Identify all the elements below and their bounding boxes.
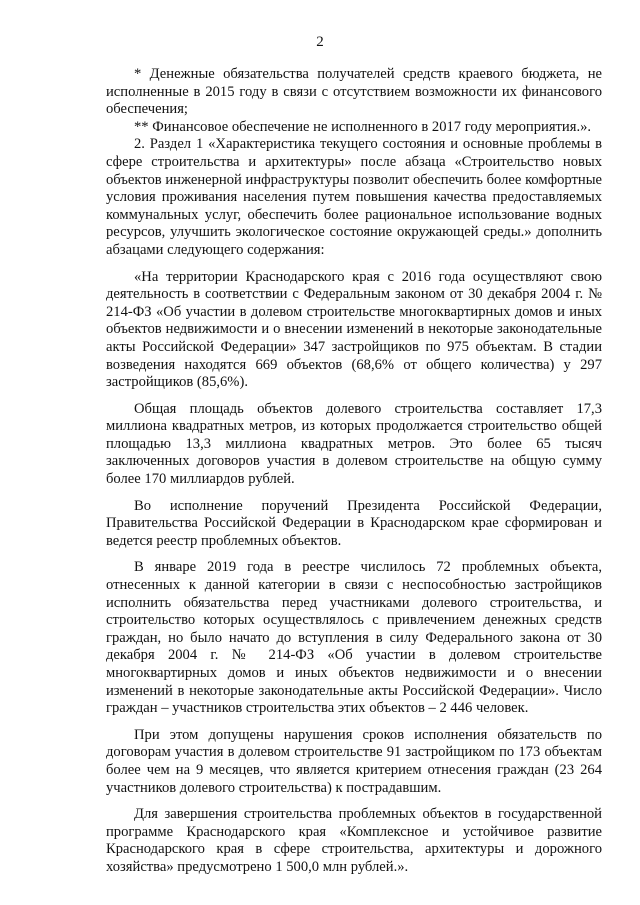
amendment-item-2: 2. Раздел 1 «Характеристика текущего состояния и основные проблемы в сфере строительства и архитектуры» после абзаца «Строительство новых объектов инженерной инфраструктуры позволит обеспечить более комфортные условия проживания населения путем повышения качества предоставляемых коммунальных услуг, обеспечить более рациональное использование водных ресурсов, улучшить экологическое состояние окружающей среды.» дополнить абзацами следующего содержания: — [106, 136, 602, 258]
document-body — [106, 66, 602, 877]
paragraph-developers-count: «На территории Краснодарского края с 2016 года осуществляют свою деятельность в соответствии с Федеральным законом от 30 декабря 2004 г. № 214-ФЗ «Об участии в долевом строительстве многоквартирных домов и иных объектов недвижимости и о внесении изменений в некоторые законодательные акты Российской Федерации» 347 застройщиков по 975 объектам. В стадии возведения находятся 669 объектов (68,6% от общего количества) у 297 застройщиков (85,6%). — [106, 268, 602, 391]
footnote-single-asterisk: * Денежные обязательства получателей средств краевого бюджета, не исполненные в 2015 году в связи с отсутствием возможности их финансового обеспечения; — [106, 66, 602, 118]
paragraph-funding: Для завершения строительства проблемных объектов в государственной программе Краснодарского края «Комплексное и устойчивое развитие Краснодарского края в сфере строительства, архитектуры и дорожного хозяйства» предусмотрено 1 500,0 млн рублей.». — [106, 806, 602, 875]
paragraph-problem-objects: В январе 2019 года в реестре числилось 72 проблемных объекта, отнесенных к данной категории в связи с неспособностью застройщиков исполнить обязательства перед участниками долевого строительства, и строительство которых осуществлялось с привлечением денежных средств граждан, но было начато до вступления в силу Федерального закона от 30 декабря 2004 г. № 214-ФЗ «Об участии в долевом строительстве многоквартирных домов и иных объектов недвижимости и о внесении изменений в некоторые законодательные акты Российской Федерации». Число граждан – участников строительства этих объектов – 2 446 человек. — [106, 559, 602, 717]
page-number: 2 — [316, 34, 324, 50]
paragraph-registry: Во исполнение поручений Президента Российской Федерации, Правительства Российской Федерации в Краснодарском крае сформирован и ведется реестр проблемных объектов. — [106, 497, 602, 549]
paragraph-total-area: Общая площадь объектов долевого строительства составляет 17,3 миллиона квадратных метров, из которых продолжается строительство общей площадью 13,3 миллиона квадратных метров. Это более 65 тысяч заключенных договоров участия в долевом строительстве на общую сумму более 170 миллиардов рублей. — [106, 400, 602, 488]
paragraph-deadline-violations: При этом допущены нарушения сроков исполнения обязательств по договорам участия в долевом строительстве 91 застройщиком по 173 объектам более чем на 9 месяцев, что является критерием отнесения граждан (23 264 участников долевого строительства) к пострадавшим. — [106, 726, 602, 796]
footnote-double-asterisk: ** Финансовое обеспечение не исполненного в 2017 году мероприятия.». — [134, 118, 592, 135]
